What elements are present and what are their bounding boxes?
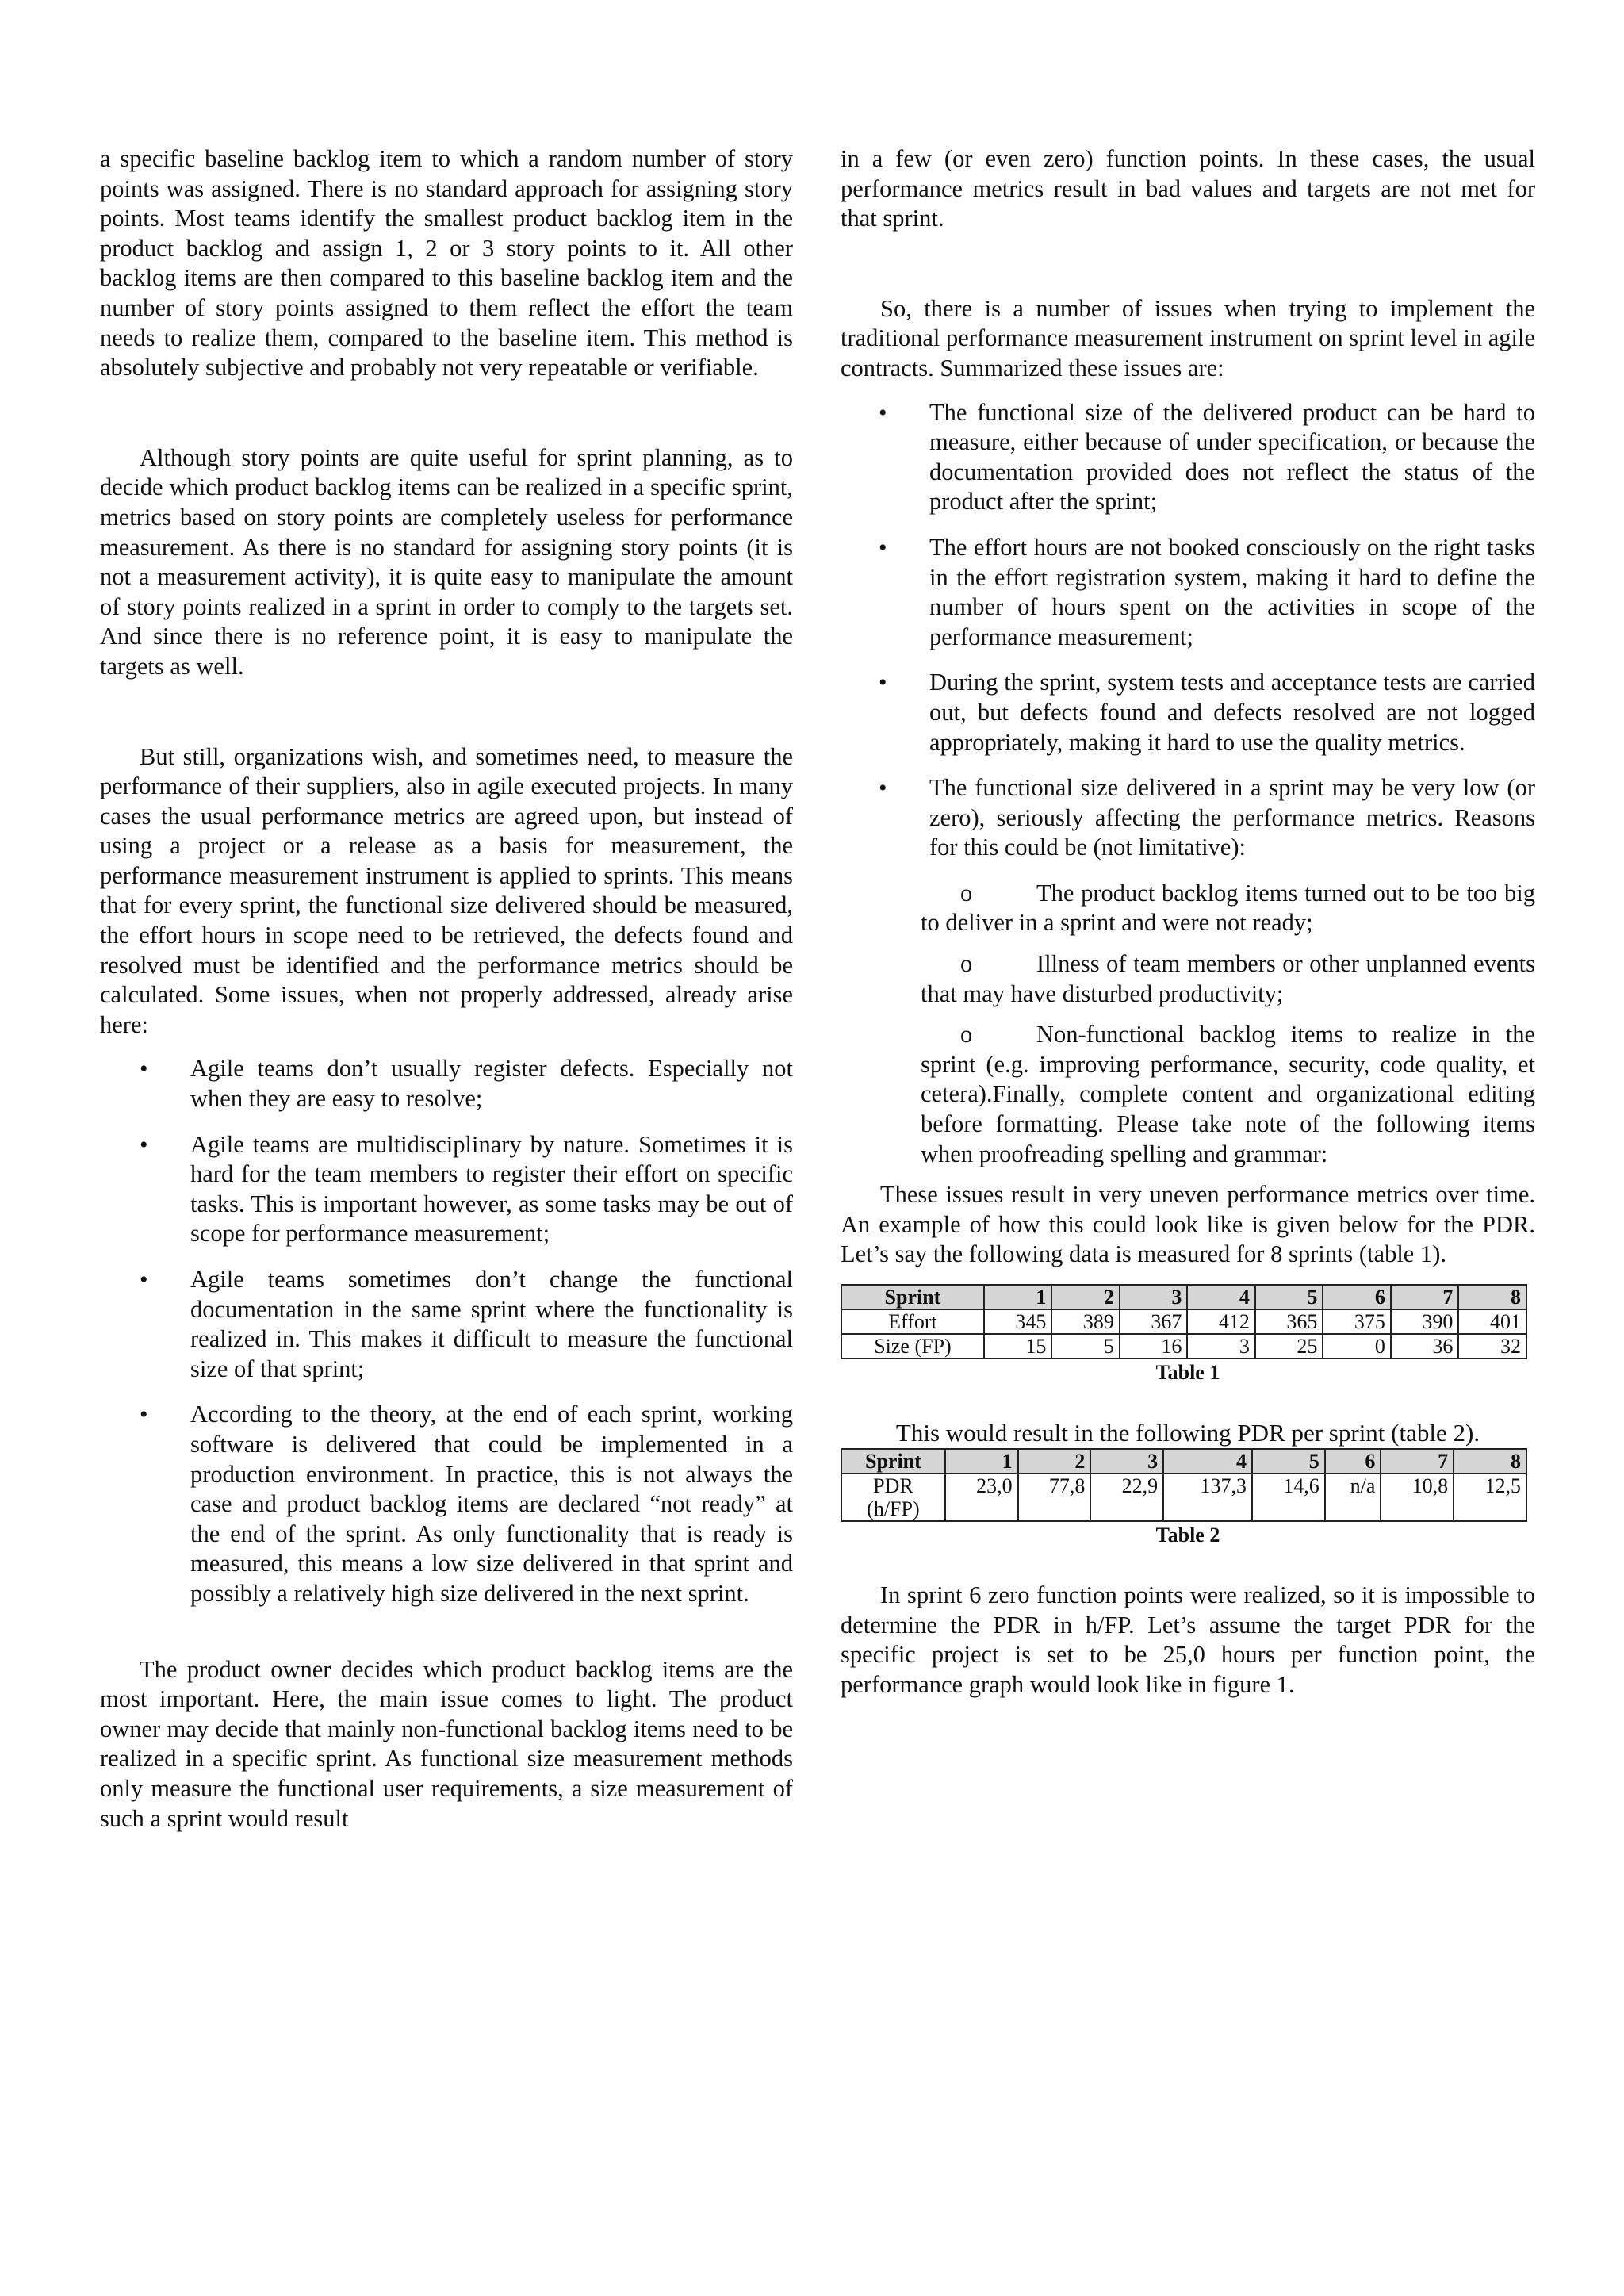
list-item: • According to the theory, at the end of each sprint, working software is delivered that could be implemented in a production environment. In practice, this is not always the case and product backlog items are declared “not ready” at the end of the sprint. As only functionality that is ready is measured, this means a low size delivered in that sprint and possibly a relatively high size delivered in the next sprint. [100, 1400, 793, 1608]
table-header-cell: 4 [1163, 1449, 1252, 1474]
table-header-label: Sprint [841, 1449, 945, 1474]
sub-list [841, 879, 1535, 1169]
table-cell: 10,8 [1381, 1474, 1454, 1521]
list-item: • The functional size of the delivered product can be hard to measure, either because of under specification, or because the documentation provided does not reflect the status of the product after the sprint; [841, 398, 1535, 517]
list-item: • Agile teams sometimes don’t change the functional documentation in the same sprint where the functionality is realized in. This makes it difficult to measure the functional size of that sprint; [100, 1265, 793, 1384]
sub-list-item: o The product backlog items turned out to be too big to deliver in a sprint and were not ready; [921, 879, 1535, 937]
table-cell: 5 [1051, 1334, 1120, 1359]
table-cell: 367 [1120, 1309, 1188, 1334]
table-row-label: Effort [841, 1309, 984, 1334]
table-row [841, 1309, 1526, 1334]
table-row [841, 1474, 1526, 1521]
table-cell: 365 [1255, 1309, 1323, 1334]
table-header-cell: 6 [1325, 1449, 1381, 1474]
table-header-label: Sprint [841, 1285, 984, 1309]
paragraph: These issues result in very uneven performance metrics over time. An example of how this could look like is given below for the PDR. Let’s say the following data is measured for 8 sprints (table 1). [841, 1181, 1535, 1268]
table-header-cell: 3 [1090, 1449, 1163, 1474]
list-item: • The effort hours are not booked consciously on the right tasks in the effort registration system, making it hard to define the number of hours spent on the activities in scope of the performance measurement; [841, 533, 1535, 652]
table-header-cell: 7 [1391, 1285, 1459, 1309]
paragraph: In sprint 6 zero function points were realized, so it is impossible to determine the PDR in h/FP. Let’s assume the target PDR for the specific project is set to be 25,0 hours per function point, the performance graph would look like in figure 1. [841, 1581, 1535, 1698]
table-cell: n/a [1325, 1474, 1381, 1521]
table-cell: 77,8 [1018, 1474, 1091, 1521]
table-cell: 25 [1255, 1334, 1323, 1359]
table-cell: 401 [1458, 1309, 1526, 1334]
paragraph: in a few (or even zero) function points. In these cases, the usual performance metrics result in bad values and targets are not met for that sprint. [841, 145, 1535, 232]
right-column [841, 144, 1535, 1700]
list-item: • Agile teams don’t usually register defects. Especially not when they are easy to resolve; [100, 1054, 793, 1114]
table-header-cell: 6 [1323, 1285, 1391, 1309]
bullet-list [841, 398, 1535, 863]
table-header-cell: 2 [1018, 1449, 1091, 1474]
table-cell: 390 [1391, 1309, 1459, 1334]
table-header-cell: 5 [1255, 1285, 1323, 1309]
table-cell: 12,5 [1454, 1474, 1526, 1521]
table-header-cell: 1 [984, 1285, 1052, 1309]
table-row [841, 1334, 1526, 1359]
paragraph: So, there is a number of issues when trying to implement the traditional performance measurement instrument on sprint level in agile contracts. Summarized these issues are: [841, 294, 1535, 381]
table-cell: 23,0 [945, 1474, 1018, 1521]
table-cell: 137,3 [1163, 1474, 1252, 1521]
table-cell: 36 [1391, 1334, 1459, 1359]
table-cell: 3 [1187, 1334, 1255, 1359]
table-header-cell: 8 [1458, 1285, 1526, 1309]
paragraph: a specific baseline backlog item to which a random number of story points was assigned. There is no standard approach for assigning story points. Most teams identify the smallest product backlog item in the product backlog and assign 1, 2 or 3 story points to it. All other backlog items are then compared to this baseline backlog item and the number of story points assigned to them reflect the effort the team needs to realize them, compared to the baseline item. This method is absolutely subjective and probably not very repeatable or verifiable. [100, 145, 793, 381]
table-cell: 14,6 [1252, 1474, 1325, 1521]
table-header-cell: 2 [1051, 1285, 1120, 1309]
sub-list-item: o Illness of team members or other unplanned events that may have disturbed productivity; [921, 950, 1535, 1007]
table-cell: 32 [1458, 1334, 1526, 1359]
paragraph: But still, organizations wish, and sometimes need, to measure the performance of their suppliers, also in agile executed projects. In many cases the usual performance metrics are agreed upon, but instead of using a project or a release as a basis for measurement, the performance measurement instrument is applied to sprints. This means that for every sprint, the functional size delivered should be measured, the effort hours in scope need to be retrieved, the defects found and resolved must be identified and the performance metrics should be calculated. Some issues, when not properly addressed, already arise here: [100, 742, 793, 1038]
table-row-label: PDR (h/FP) [841, 1474, 945, 1521]
table-header-cell: 4 [1187, 1285, 1255, 1309]
table-cell: 389 [1051, 1309, 1120, 1334]
table-header-cell: 5 [1252, 1449, 1325, 1474]
table-cell: 0 [1323, 1334, 1391, 1359]
table-cell: 412 [1187, 1309, 1255, 1334]
table-cell: 16 [1120, 1334, 1188, 1359]
left-column [100, 144, 793, 1834]
table-2 [841, 1448, 1527, 1522]
table-2-caption: Table 2 [1155, 1524, 1220, 1547]
table-cell: 22,9 [1090, 1474, 1163, 1521]
table-header-cell: 8 [1454, 1449, 1526, 1474]
table-cell: 375 [1323, 1309, 1391, 1334]
list-item: • Agile teams are multidisciplinary by nature. Sometimes it is hard for the team members to register their effort on specific tasks. This is important however, as some tasks may be out of scope for performance measurement; [100, 1130, 793, 1249]
paragraph: The product owner decides which product backlog items are the most important. Here, the main issue comes to light. The product owner may decide that mainly non-functional backlog items need to be realized in a specific sprint. As functional size measurement methods only measure the functional user requirements, a size measurement of such a sprint would result [100, 1655, 793, 1832]
list-item: • The functional size delivered in a sprint may be very low (or zero), seriously affecting the performance metrics. Reasons for this could be (not limitative): [841, 773, 1535, 863]
bullet-list [100, 1054, 793, 1608]
table-header-cell: 7 [1381, 1449, 1454, 1474]
sub-list-item: o Non-functional backlog items to realize in the sprint (e.g. improving performance, security, code quality, et cetera).Finally, complete content and organizational editing before formatting. Please take note of the following items when proofreading spelling and grammar: [921, 1021, 1535, 1167]
list-item: • During the sprint, system tests and acceptance tests are carried out, but defects found and defects resolved are not logged appropriately, making it hard to use the quality metrics. [841, 668, 1535, 757]
table-cell: 15 [984, 1334, 1052, 1359]
table-1 [841, 1284, 1527, 1359]
table-header-cell: 1 [945, 1449, 1018, 1474]
table-2-intro: This would result in the following PDR per sprint (table 2). [895, 1419, 1480, 1447]
table-header-cell: 3 [1120, 1285, 1188, 1309]
table-cell: 345 [984, 1309, 1052, 1334]
table-1-caption: Table 1 [1155, 1361, 1220, 1384]
table-row-label: Size (FP) [841, 1334, 984, 1359]
paragraph: Although story points are quite useful for sprint planning, as to decide which product backlog items can be realized in a specific sprint, metrics based on story points are completely useless for performance measurement. As there is no standard for assigning story points (it is not a measurement activity), it is quite easy to manipulate the amount of story points realized in a sprint in order to comply to the targets set. And since there is no reference point, it is easy to manipulate the targets as well. [100, 443, 793, 680]
